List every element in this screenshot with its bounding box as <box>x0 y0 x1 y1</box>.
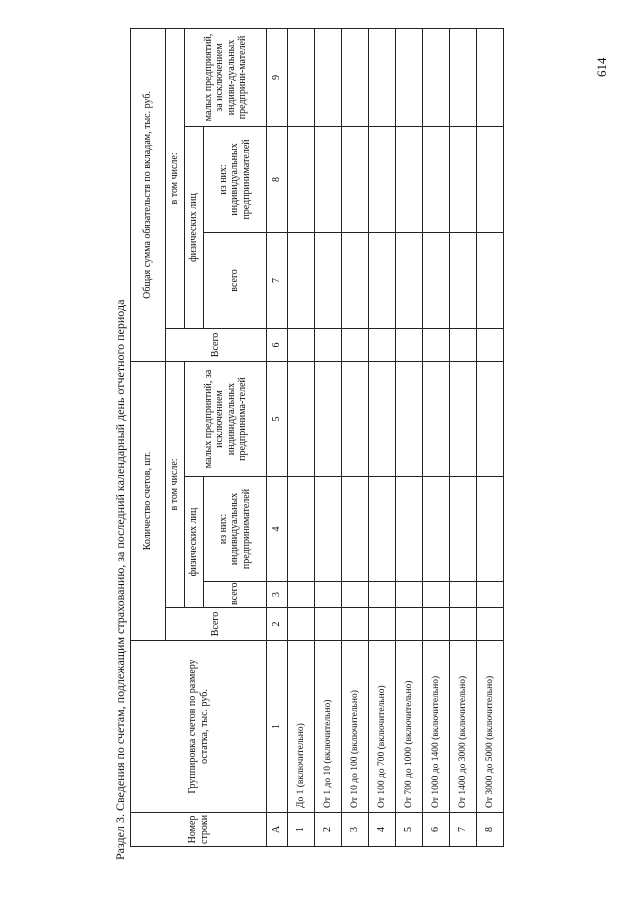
empty-cell <box>288 328 315 361</box>
row-number: 1 <box>288 813 315 847</box>
empty-cell <box>423 361 450 476</box>
empty-cell <box>396 232 423 328</box>
empty-cell <box>369 361 396 476</box>
empty-cell <box>477 582 504 608</box>
row-number: 5 <box>396 813 423 847</box>
empty-cell <box>450 477 477 582</box>
header-sum-individuals: физических лиц <box>185 126 204 328</box>
empty-cell <box>288 126 315 232</box>
empty-cell <box>396 608 423 641</box>
empty-cell <box>288 582 315 608</box>
table-row <box>288 28 315 846</box>
empty-cell <box>396 582 423 608</box>
header-total-sum: Общая сумма обязательств по вкладам, тыс. руб. <box>131 28 166 361</box>
empty-cell <box>342 232 369 328</box>
empty-cell <box>477 361 504 476</box>
table-row <box>450 28 477 846</box>
empty-cell <box>423 608 450 641</box>
empty-cell <box>288 232 315 328</box>
empty-cell <box>342 477 369 582</box>
table-row <box>423 28 450 846</box>
row-label: От 1 до 10 (включительно) <box>315 641 342 813</box>
row-number: 4 <box>369 813 396 847</box>
header-accounts-all: всего <box>204 582 267 608</box>
empty-cell <box>423 232 450 328</box>
row-label: От 100 до 700 (включительно) <box>369 641 396 813</box>
row-number: 7 <box>450 813 477 847</box>
empty-cell <box>396 361 423 476</box>
row-number: 8 <box>477 813 504 847</box>
row-label: До 1 (включительно) <box>288 641 315 813</box>
empty-cell <box>315 126 342 232</box>
header-sum-small-enterprises: малых предприятий, за исключением индиви-дуальных предприни-мателей <box>185 28 267 126</box>
empty-cell <box>288 361 315 476</box>
empty-cell <box>450 328 477 361</box>
header-sum-including: в том числе: <box>166 28 185 328</box>
empty-cell <box>369 232 396 328</box>
header-row-number: Номер строки <box>131 813 267 847</box>
empty-cell <box>288 477 315 582</box>
empty-cell <box>369 126 396 232</box>
column-index: 1 <box>267 641 288 813</box>
empty-cell <box>450 361 477 476</box>
empty-cell <box>477 28 504 126</box>
empty-cell <box>288 28 315 126</box>
row-number: 6 <box>423 813 450 847</box>
empty-cell <box>342 582 369 608</box>
empty-cell <box>450 232 477 328</box>
empty-cell <box>450 608 477 641</box>
empty-cell <box>315 477 342 582</box>
table-row <box>342 28 369 846</box>
empty-cell <box>342 126 369 232</box>
column-index: 3 <box>267 582 288 608</box>
header-accounts-individuals: физических лиц <box>185 477 204 608</box>
empty-cell <box>369 28 396 126</box>
empty-cell <box>477 232 504 328</box>
empty-cell <box>450 28 477 126</box>
header-accounts-total: Всего <box>166 608 267 641</box>
empty-cell <box>342 328 369 361</box>
empty-cell <box>423 477 450 582</box>
column-index-row <box>267 28 288 846</box>
row-label: От 1400 до 3000 (включительно) <box>450 641 477 813</box>
empty-cell <box>369 608 396 641</box>
empty-cell <box>396 126 423 232</box>
empty-cell <box>369 328 396 361</box>
empty-cell <box>315 328 342 361</box>
section-caption: Раздел 3. Сведения по счетам, подлежащим страхованию, за последний календарный день отчетного периода <box>113 299 127 860</box>
empty-cell <box>369 477 396 582</box>
row-label: От 3000 до 5000 (включительно) <box>477 641 504 813</box>
column-index: 7 <box>267 232 288 328</box>
header-accounts-including: в том числе: <box>166 361 185 607</box>
empty-cell <box>288 608 315 641</box>
empty-cell <box>396 28 423 126</box>
row-number: 2 <box>315 813 342 847</box>
column-index: А <box>267 813 288 847</box>
empty-cell <box>423 328 450 361</box>
empty-cell <box>369 582 396 608</box>
column-index: 6 <box>267 328 288 361</box>
header-accounts-small-enterprises: малых предприятий, за исключением индивидуальных предпринима-телей <box>185 361 267 476</box>
empty-cell <box>342 28 369 126</box>
column-index: 2 <box>267 608 288 641</box>
empty-cell <box>423 126 450 232</box>
row-label: От 700 до 1000 (включительно) <box>396 641 423 813</box>
table-row <box>396 28 423 846</box>
empty-cell <box>315 582 342 608</box>
header-sum-total: Всего <box>166 328 267 361</box>
column-index: 8 <box>267 126 288 232</box>
empty-cell <box>396 328 423 361</box>
empty-cell <box>477 477 504 582</box>
column-index: 9 <box>267 28 288 126</box>
accounts-table <box>130 28 504 847</box>
header-sum-ip: из них: индивидуальных предпринимателей <box>204 126 267 232</box>
header-sum-all: всего <box>204 232 267 328</box>
empty-cell <box>423 28 450 126</box>
table-row <box>315 28 342 846</box>
empty-cell <box>477 328 504 361</box>
column-index: 4 <box>267 477 288 582</box>
empty-cell <box>315 608 342 641</box>
empty-cell <box>315 28 342 126</box>
empty-cell <box>342 361 369 476</box>
empty-cell <box>342 608 369 641</box>
header-grouping: Группировка счетов по размеру остатка, тыс. руб. <box>131 641 267 813</box>
empty-cell <box>315 361 342 476</box>
table-row <box>477 28 504 846</box>
empty-cell <box>477 126 504 232</box>
empty-cell <box>450 582 477 608</box>
page-number: 614 <box>594 57 609 77</box>
row-label: От 1000 до 1400 (включительно) <box>423 641 450 813</box>
table-row <box>369 28 396 846</box>
empty-cell <box>396 477 423 582</box>
row-label: От 10 до 100 (включительно) <box>342 641 369 813</box>
empty-cell <box>450 126 477 232</box>
header-accounts-ip: из них: индивидуальных предпринимателей <box>204 477 267 582</box>
empty-cell <box>423 582 450 608</box>
empty-cell <box>477 608 504 641</box>
empty-cell <box>315 232 342 328</box>
row-number: 3 <box>342 813 369 847</box>
header-accounts-count: Количество счетов, шт. <box>131 361 166 640</box>
column-index: 5 <box>267 361 288 476</box>
